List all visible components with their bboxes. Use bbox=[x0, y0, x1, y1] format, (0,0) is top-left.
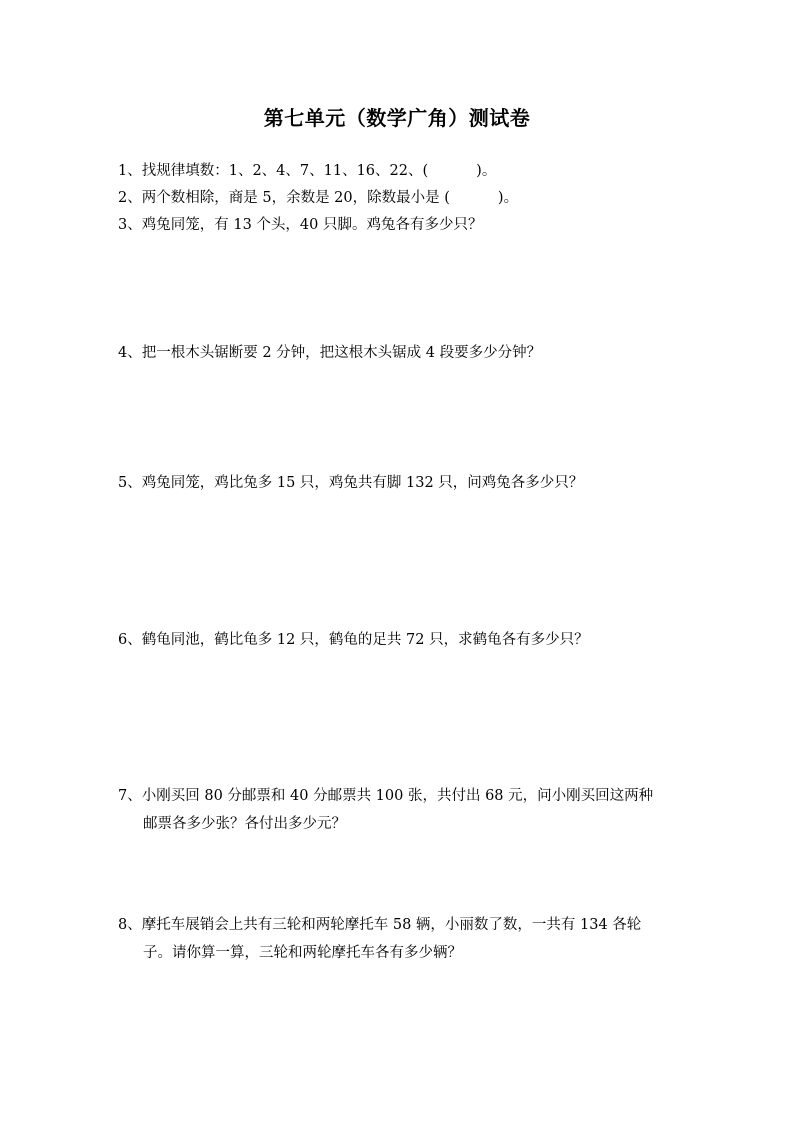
question-number: 6、 bbox=[118, 632, 142, 648]
question-text-end: )。 bbox=[497, 190, 519, 206]
question-number: 5、 bbox=[118, 475, 142, 491]
question-3 bbox=[118, 211, 688, 239]
question-8 bbox=[118, 911, 688, 967]
question-text: 找规律填数：1、2、4、7、11、16、22、( bbox=[141, 163, 429, 179]
question-2 bbox=[118, 184, 688, 212]
question-text: 鸡兔同笼，鸡比兔多 15 只，鸡兔共有脚 132 只，问鸡兔各多少只？ bbox=[141, 475, 584, 491]
question-text: 两个数相除，商是 5，余数是 20，除数最小是 ( bbox=[141, 190, 450, 206]
question-text: 鸡兔同笼，有 13 个头，40 只脚。鸡兔各有多少只？ bbox=[141, 217, 483, 233]
question-text-end: )。 bbox=[476, 163, 497, 179]
question-text-line1: 摩托车展销会上共有三轮和两轮摩托车 58 辆，小丽数了数，一共有 134 各轮 bbox=[141, 917, 642, 933]
question-7 bbox=[118, 782, 688, 838]
question-number: 3、 bbox=[118, 217, 142, 233]
question-number: 2、 bbox=[118, 190, 142, 206]
page-title: 第七单元（数学广角）测试卷 bbox=[263, 106, 531, 130]
question-number: 8、 bbox=[118, 917, 142, 933]
question-5 bbox=[118, 469, 688, 497]
question-4 bbox=[118, 339, 688, 367]
question-text-line1: 小刚买回 80 分邮票和 40 分邮票共 100 张，共付出 68 元，问小刚买回这两种 bbox=[141, 788, 654, 804]
question-text: 鹤龟同池，鹤比龟多 12 只，鹤龟的足共 72 只，求鹤龟各有多少只？ bbox=[141, 632, 589, 648]
question-text-line2: 邮票各多少张？各付出多少元？ bbox=[143, 816, 346, 832]
question-6 bbox=[118, 626, 688, 654]
question-number: 1、 bbox=[118, 163, 142, 179]
question-text: 把一根木头锯断要 2 分钟，把这根木头锯成 4 段要多少分钟？ bbox=[141, 345, 542, 361]
question-number: 7、 bbox=[118, 788, 142, 804]
question-1 bbox=[118, 157, 688, 185]
question-number: 4、 bbox=[118, 345, 142, 361]
question-text-line2: 子。请你算一算，三轮和两轮摩托车各有多少辆？ bbox=[143, 945, 462, 961]
